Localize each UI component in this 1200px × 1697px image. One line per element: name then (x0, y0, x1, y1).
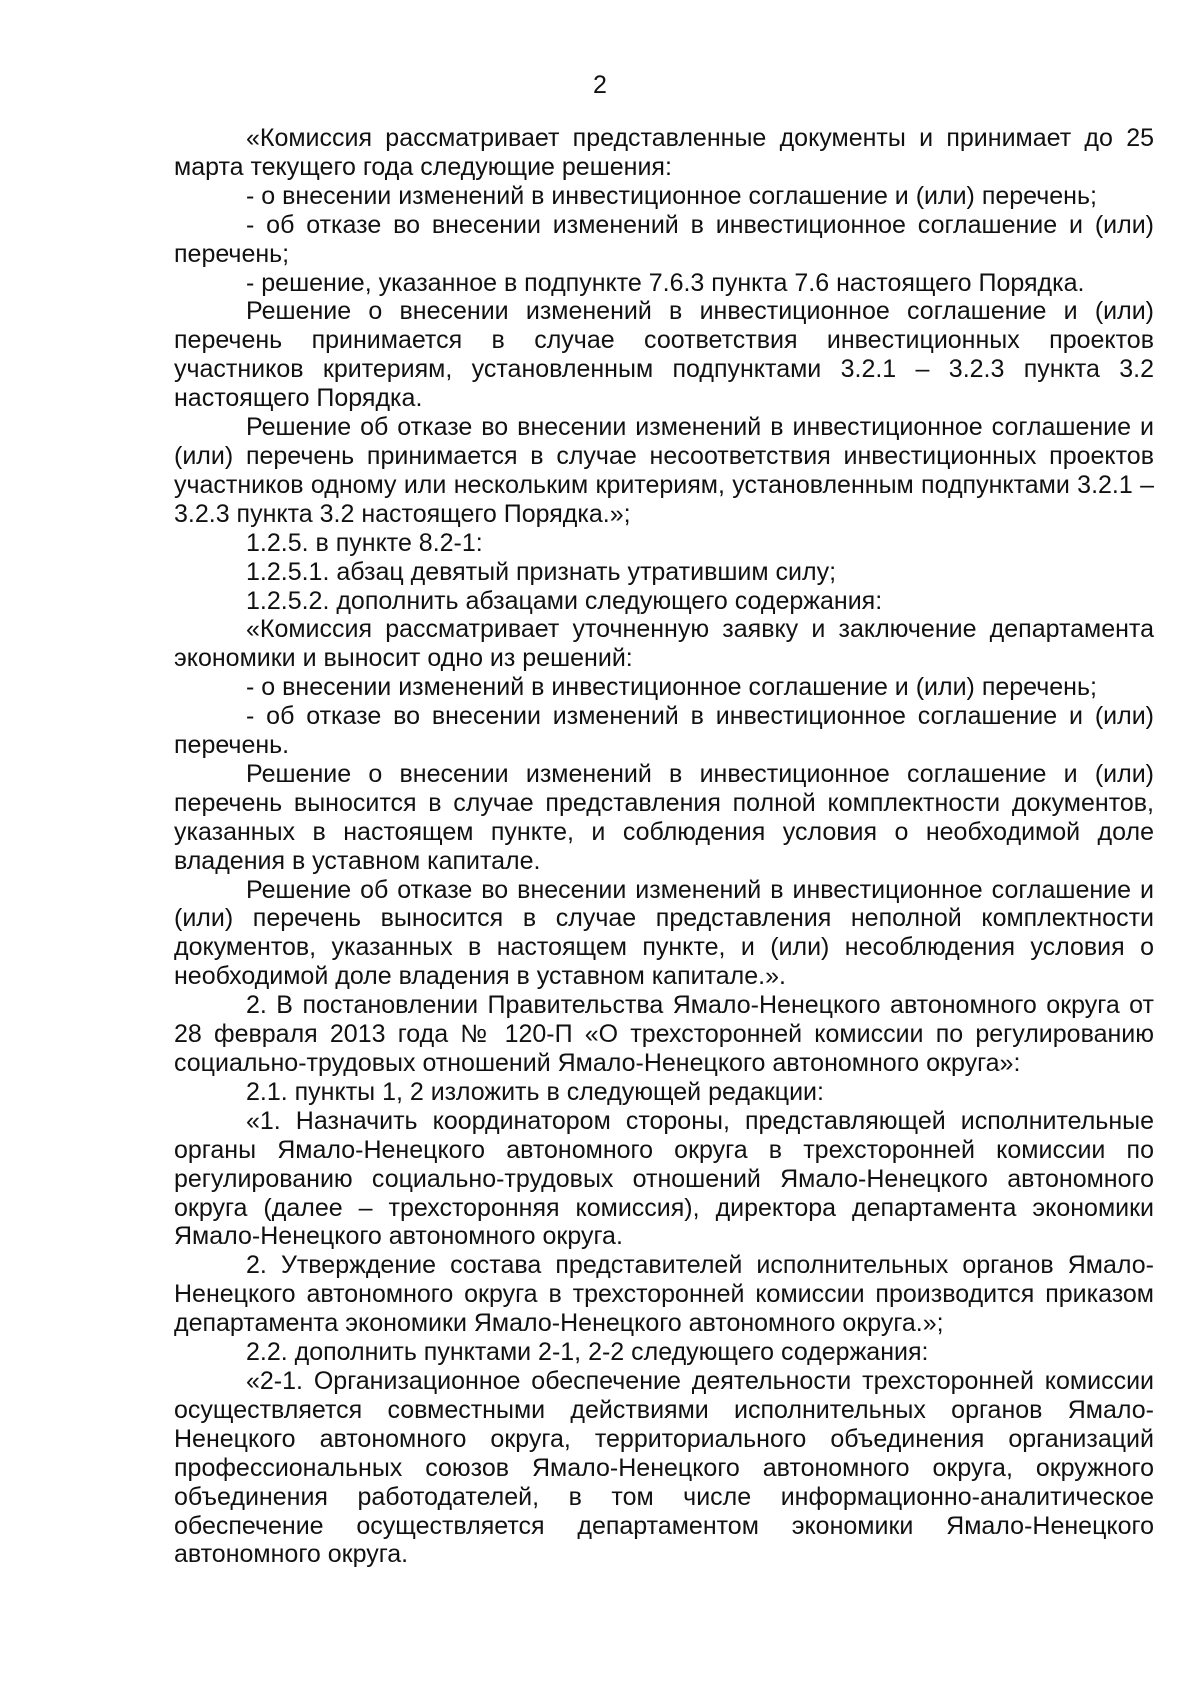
paragraph: 2.1. пункты 1, 2 изложить в следующей редакции: (246, 1077, 824, 1106)
paragraph: Решение о внесении изменений в инвестиционное соглашение и (или) перечень принимается в случае соответствия инвестиционных проектов участников критериям, установленным подпунктами 3.2.1 – 3.2.3 пункта 3.2 настоящего Порядка. (174, 297, 1154, 413)
paragraph: 1.2.5. в пункте 8.2-1: (246, 528, 483, 557)
paragraph: «Комиссия рассматривает представленные документы и принимает до 25 марта текущего года следующие решения: (174, 124, 1154, 181)
paragraph: «1. Назначить координатором стороны, представляющей исполнительные органы Ямало-Ненецкого автономного округа в трехсторонней комиссии по регулированию социально-трудовых отношений Ямало-Ненецкого автономного округа (далее – трехсторонняя комиссия), директора департамента экономики Ямало-Ненецкого автономного округа. (174, 1106, 1154, 1251)
paragraph: - о внесении изменений в инвестиционное соглашение и (или) перечень; (246, 181, 1097, 210)
paragraph: - об отказе во внесении изменений в инвестиционное соглашение и (или) перечень. (174, 702, 1154, 760)
paragraph: - об отказе во внесении изменений в инвестиционное соглашение и (или) перечень; (174, 210, 1154, 268)
document-body (174, 124, 1154, 1569)
paragraph: 2.2. дополнить пунктами 2-1, 2-2 следующего содержания: (246, 1338, 929, 1367)
page-number: 2 (593, 71, 607, 99)
paragraph: Решение о внесении изменений в инвестиционное соглашение и (или) перечень выносится в случае представления полной комплектности документов, указанных в настоящем пункте, и соблюдения условия о необходимой доле владения в уставном капитале. (174, 759, 1154, 875)
paragraph: 2. В постановлении Правительства Ямало-Ненецкого автономного округа от 28 февраля 2013 года № 120-П «О трехсторонней комиссии по регулированию социально-трудовых отношений Ямало-Ненецкого автономного округа»: (174, 991, 1154, 1077)
paragraph: - решение, указанное в подпункте 7.6.3 пункта 7.6 настоящего Порядка. (246, 268, 1085, 297)
paragraph: 1.2.5.1. абзац девятый признать утратившим силу; (246, 557, 837, 586)
paragraph: Решение об отказе во внесении изменений в инвестиционное соглашение и (или) перечень принимается в случае несоответствия инвестиционных проектов участников одному или нескольким критериям, установленным подпунктами 3.2.1 – 3.2.3 пункта 3.2 настоящего Порядка.»; (174, 413, 1154, 528)
paragraph: «2-1. Организационное обеспечение деятельности трехсторонней комиссии осуществляется совместными действиями исполнительных органов Ямало-Ненецкого автономного округа, территориального объединения организаций профессиональных союзов Ямало-Ненецкого автономного округа, окружного объединения работодателей, в том числе информационно-аналитическое обеспечение осуществляется департаментом экономики Ямало-Ненецкого автономного округа. (174, 1366, 1154, 1569)
paragraph: 2. Утверждение состава представителей исполнительных органов Ямало-Ненецкого автономного округа в трехсторонней комиссии производится приказом департамента экономики Ямало-Ненецкого автономного округа.»; (174, 1251, 1154, 1338)
paragraph: «Комиссия рассматривает уточненную заявку и заключение департамента экономики и выносит одно из решений: (174, 615, 1154, 673)
paragraph: - о внесении изменений в инвестиционное соглашение и (или) перечень; (246, 673, 1097, 702)
paragraph: Решение об отказе во внесении изменений в инвестиционное соглашение и (или) перечень выносится в случае представления неполной комплектности документов, указанных в настоящем пункте, и (или) несоблюдения условия о необходимой доле владения в уставном капитале.». (174, 875, 1154, 991)
paragraph: 1.2.5.2. дополнить абзацами следующего содержания: (246, 586, 883, 615)
